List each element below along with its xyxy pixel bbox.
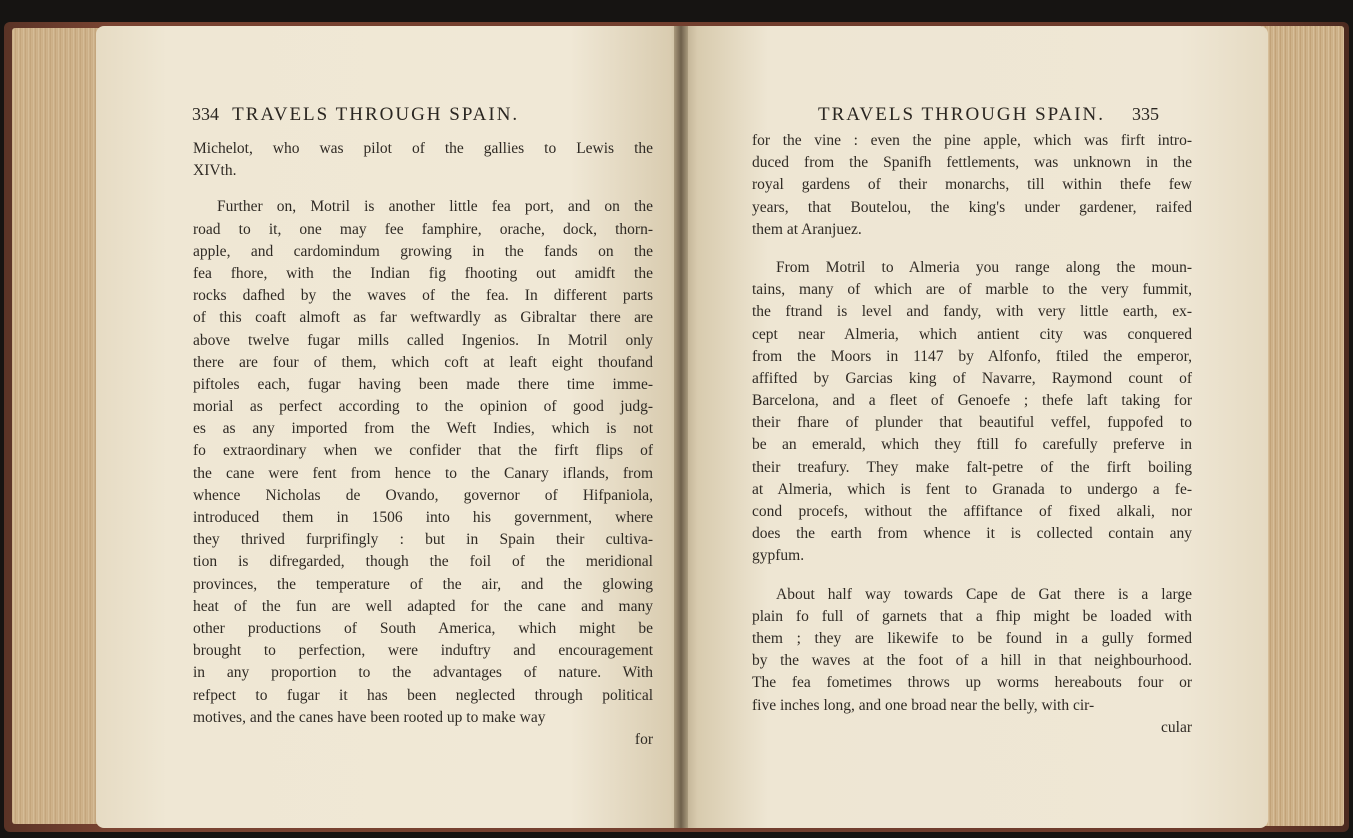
paragraph: [752, 257, 1192, 568]
text-line: piftoles each, fugar having been made there time imme-: [193, 375, 653, 393]
right-page-text: [752, 130, 1192, 739]
right-page-edges: [1262, 26, 1344, 826]
catchword: for: [634, 730, 653, 748]
text-line: The fea fometimes throws up worms hereabouts four or: [752, 674, 1192, 692]
text-line: provinces, the temperature of the air, and the glowing: [193, 575, 653, 593]
paragraph: [752, 584, 1192, 717]
text-line: heat of the fun are well adapted for the cane and many: [193, 597, 653, 615]
text-line: the cane were fent from hence to the Canary iflands, from: [193, 464, 653, 482]
text-line: years, that Boutelou, the king's under gardener, raifed: [752, 198, 1192, 216]
text-line: at Almeria, which is fent to Granada to undergo a fe-: [752, 480, 1192, 498]
text-line: plain fo full of garnets that a fhip might be loaded with: [752, 607, 1192, 625]
text-line: tion is difregarded, though the foil of the meridional: [193, 553, 653, 571]
text-line: five inches long, and one broad near the belly, with cir-: [752, 696, 1095, 714]
paragraph: [193, 196, 653, 729]
text-line: their treafury. They make falt-petre of the firft boiling: [752, 458, 1192, 476]
text-line: About half way towards Cape de Gat there is a large: [776, 585, 1192, 603]
paragraph-gap: [193, 182, 653, 196]
text-line: road to it, one may fee famphire, orache, dock, thorn-: [193, 220, 653, 238]
paragraph: [752, 130, 1192, 241]
paragraph-gap: [752, 241, 1192, 257]
text-line: Michelot, who was pilot of the gallies to Lewis the: [193, 140, 653, 157]
text-line: From Motril to Almeria you range along the moun-: [776, 258, 1192, 276]
text-line: Further on, Motril is another little fea port, and on the: [217, 198, 653, 216]
right-running-head: [818, 104, 1159, 126]
left-page-text: [193, 138, 653, 751]
text-line: by the waves at the foot of a hill in that neighbourhood.: [752, 652, 1192, 670]
right-running-head-title: TRAVELS THROUGH SPAIN.: [818, 104, 1106, 125]
text-line: refpect to fugar it has been neglected through political: [193, 686, 653, 704]
text-line: whence Nicholas de Ovando, governor of Hifpaniola,: [193, 486, 653, 504]
text-line: XIVth.: [193, 162, 237, 180]
text-line: es as any imported from the Weft Indies, which is not: [193, 420, 653, 438]
left-running-head: [192, 104, 519, 126]
book-gutter: [674, 26, 688, 828]
text-line: above twelve fugar mills called Ingenios. In Motril only: [193, 331, 653, 349]
text-line: be an emerald, which they ftill fo carefully preferve in: [752, 436, 1192, 454]
right-page-number: 335: [1132, 104, 1160, 124]
text-line: from the Moors in 1147 by Alfonfo, ftiled the emperor,: [752, 347, 1192, 365]
text-line: they thrived furprifingly : but in Spain their cultiva-: [193, 531, 653, 549]
text-line: brought to perfection, were induftry and encouragement: [193, 642, 653, 660]
text-line: does the earth from whence it is collected contain any: [752, 525, 1192, 543]
text-line: rocks dafhed by the waves of the fea. In different parts: [193, 287, 653, 305]
left-running-head-title: TRAVELS THROUGH SPAIN.: [232, 104, 520, 125]
text-line: cept near Almeria, which antient city was conquered: [752, 325, 1192, 343]
text-line: them ; they are likewife to be found in a gully formed: [752, 629, 1192, 647]
catchword: cular: [1161, 718, 1192, 736]
text-line: motives, and the canes have been rooted up to make way: [193, 708, 546, 726]
text-line: fo extraordinary when we confider that the firft flips of: [193, 442, 653, 460]
text-line: in any proportion to the advantages of nature. With: [193, 664, 653, 682]
paragraph: [193, 138, 653, 182]
text-line: apple, and cardomindum growing in the fands on the: [193, 242, 653, 260]
text-line: introduced them in 1506 into his government, where: [193, 509, 653, 526]
text-line: the ftrand is level and fandy, with very little earth, ex-: [752, 303, 1192, 321]
text-line: tains, many of which are of marble to the very fummit,: [752, 281, 1192, 299]
paragraph-gap: [752, 568, 1192, 584]
text-line: cond procefs, without the affiftance of fixed alkali, nor: [752, 503, 1192, 520]
text-line: gypfum.: [752, 547, 805, 565]
text-line: fea fhore, with the Indian fig fhooting out amidft the: [193, 264, 653, 282]
text-line: them at Aranjuez.: [752, 220, 862, 238]
text-line: morial as perfect according to the opinion of good judg-: [193, 398, 653, 416]
text-line: Barcelona, and a fleet of Genoefe ; thefe laft taking for: [752, 392, 1192, 410]
left-page-number: 334: [192, 104, 219, 124]
text-line: for the vine : even the pine apple, which was firft intro-: [752, 132, 1192, 149]
text-line: affifted by Garcias king of Navarre, Raymond count of: [752, 369, 1192, 387]
text-line: duced from the Spanifh fettlements, was unknown in the: [752, 154, 1192, 172]
text-line: other productions of South America, which might be: [193, 619, 653, 637]
text-line: there are four of them, which coft at leaft eight thoufand: [193, 353, 653, 371]
text-line: their fhare of plunder that beautiful veffel, fuppofed to: [752, 414, 1192, 432]
text-line: of this coaft almoft as far weftwardly as Gibraltar there are: [193, 309, 653, 327]
text-line: royal gardens of their monarchs, till within thefe few: [752, 176, 1192, 194]
